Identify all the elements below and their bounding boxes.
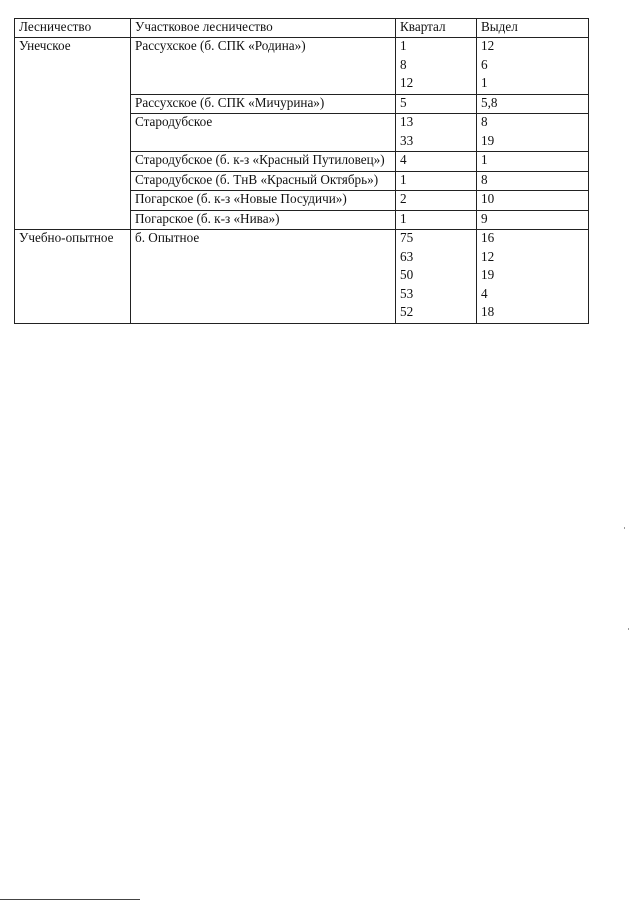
district-cell: Стародубское (б. к-з «Красный Путиловец») <box>131 152 396 172</box>
kvartal-cell <box>396 152 477 172</box>
kvartal-cell <box>396 230 477 324</box>
vydel-value: 9 <box>481 210 488 226</box>
vydel-value: 5,8 <box>481 94 498 110</box>
kvartal-value: 2 <box>400 191 407 206</box>
vydel-value: 19 <box>481 267 495 282</box>
vydel-value: 1 <box>481 152 488 167</box>
district-cell: Рассухское (б. СПК «Мичурина») <box>131 94 396 114</box>
vydel-value: 19 <box>481 132 495 148</box>
kvartal-cell <box>396 171 477 191</box>
kvartal-value: 52 <box>400 304 414 319</box>
kvartal-value: 33 <box>400 132 414 148</box>
kvartal-value: 53 <box>400 285 414 301</box>
district-cell: Погарское (б. к-з «Новые Посудичи») <box>131 191 396 211</box>
kvartal-value: 1 <box>400 210 407 226</box>
forestry-cell: Унечское <box>15 38 131 230</box>
vydel-value: 18 <box>481 304 495 319</box>
kvartal-cell <box>396 210 477 230</box>
kvartal-cell <box>396 191 477 211</box>
table-header-row <box>15 19 589 38</box>
kvartal-value: 1 <box>400 171 407 187</box>
table-row <box>15 230 589 324</box>
vydel-cell <box>477 191 589 211</box>
footnote-rule <box>0 899 140 900</box>
vydel-value: 16 <box>481 230 495 245</box>
vydel-value: 4 <box>481 285 488 301</box>
vydel-value: 12 <box>481 38 495 53</box>
table-row <box>15 38 589 95</box>
vydel-value: 8 <box>481 171 488 187</box>
header-vydel: Выдел <box>477 19 589 38</box>
header-district: Участковое лесничество <box>131 19 396 38</box>
district-cell: Погарское (б. к-з «Нива») <box>131 210 396 230</box>
forestry-cell: Учебно-опытное <box>15 230 131 324</box>
vydel-cell <box>477 94 589 114</box>
kvartal-value: 75 <box>400 230 414 245</box>
header-forestry: Лесничество <box>15 19 131 38</box>
scan-artifact <box>624 527 625 529</box>
kvartal-cell <box>396 94 477 114</box>
kvartal-value: 13 <box>400 114 414 129</box>
district-cell: б. Опытное <box>131 230 396 324</box>
vydel-value: 10 <box>481 191 495 206</box>
kvartal-value: 8 <box>400 56 407 72</box>
vydel-value: 12 <box>481 248 495 264</box>
vydel-cell <box>477 114 589 152</box>
kvartal-value: 50 <box>400 267 414 282</box>
kvartal-value: 1 <box>400 38 407 53</box>
kvartal-value: 63 <box>400 248 414 264</box>
table-body <box>15 38 589 324</box>
kvartal-value: 4 <box>400 152 407 167</box>
vydel-value: 6 <box>481 56 488 72</box>
vydel-value: 8 <box>481 114 488 129</box>
district-cell: Стародубское (б. ТнВ «Красный Октябрь») <box>131 171 396 191</box>
kvartal-cell <box>396 114 477 152</box>
kvartal-value: 5 <box>400 94 407 110</box>
forestry-table <box>14 18 589 324</box>
vydel-cell <box>477 171 589 191</box>
vydel-cell <box>477 152 589 172</box>
vydel-value: 1 <box>481 75 488 90</box>
district-cell: Рассухское (б. СПК «Родина») <box>131 38 396 95</box>
scan-artifact <box>628 628 629 630</box>
vydel-cell <box>477 38 589 95</box>
vydel-cell <box>477 230 589 324</box>
kvartal-value: 12 <box>400 75 414 90</box>
vydel-cell <box>477 210 589 230</box>
district-cell: Стародубское <box>131 114 396 152</box>
header-kvartal: Квартал <box>396 19 477 38</box>
kvartal-cell <box>396 38 477 95</box>
